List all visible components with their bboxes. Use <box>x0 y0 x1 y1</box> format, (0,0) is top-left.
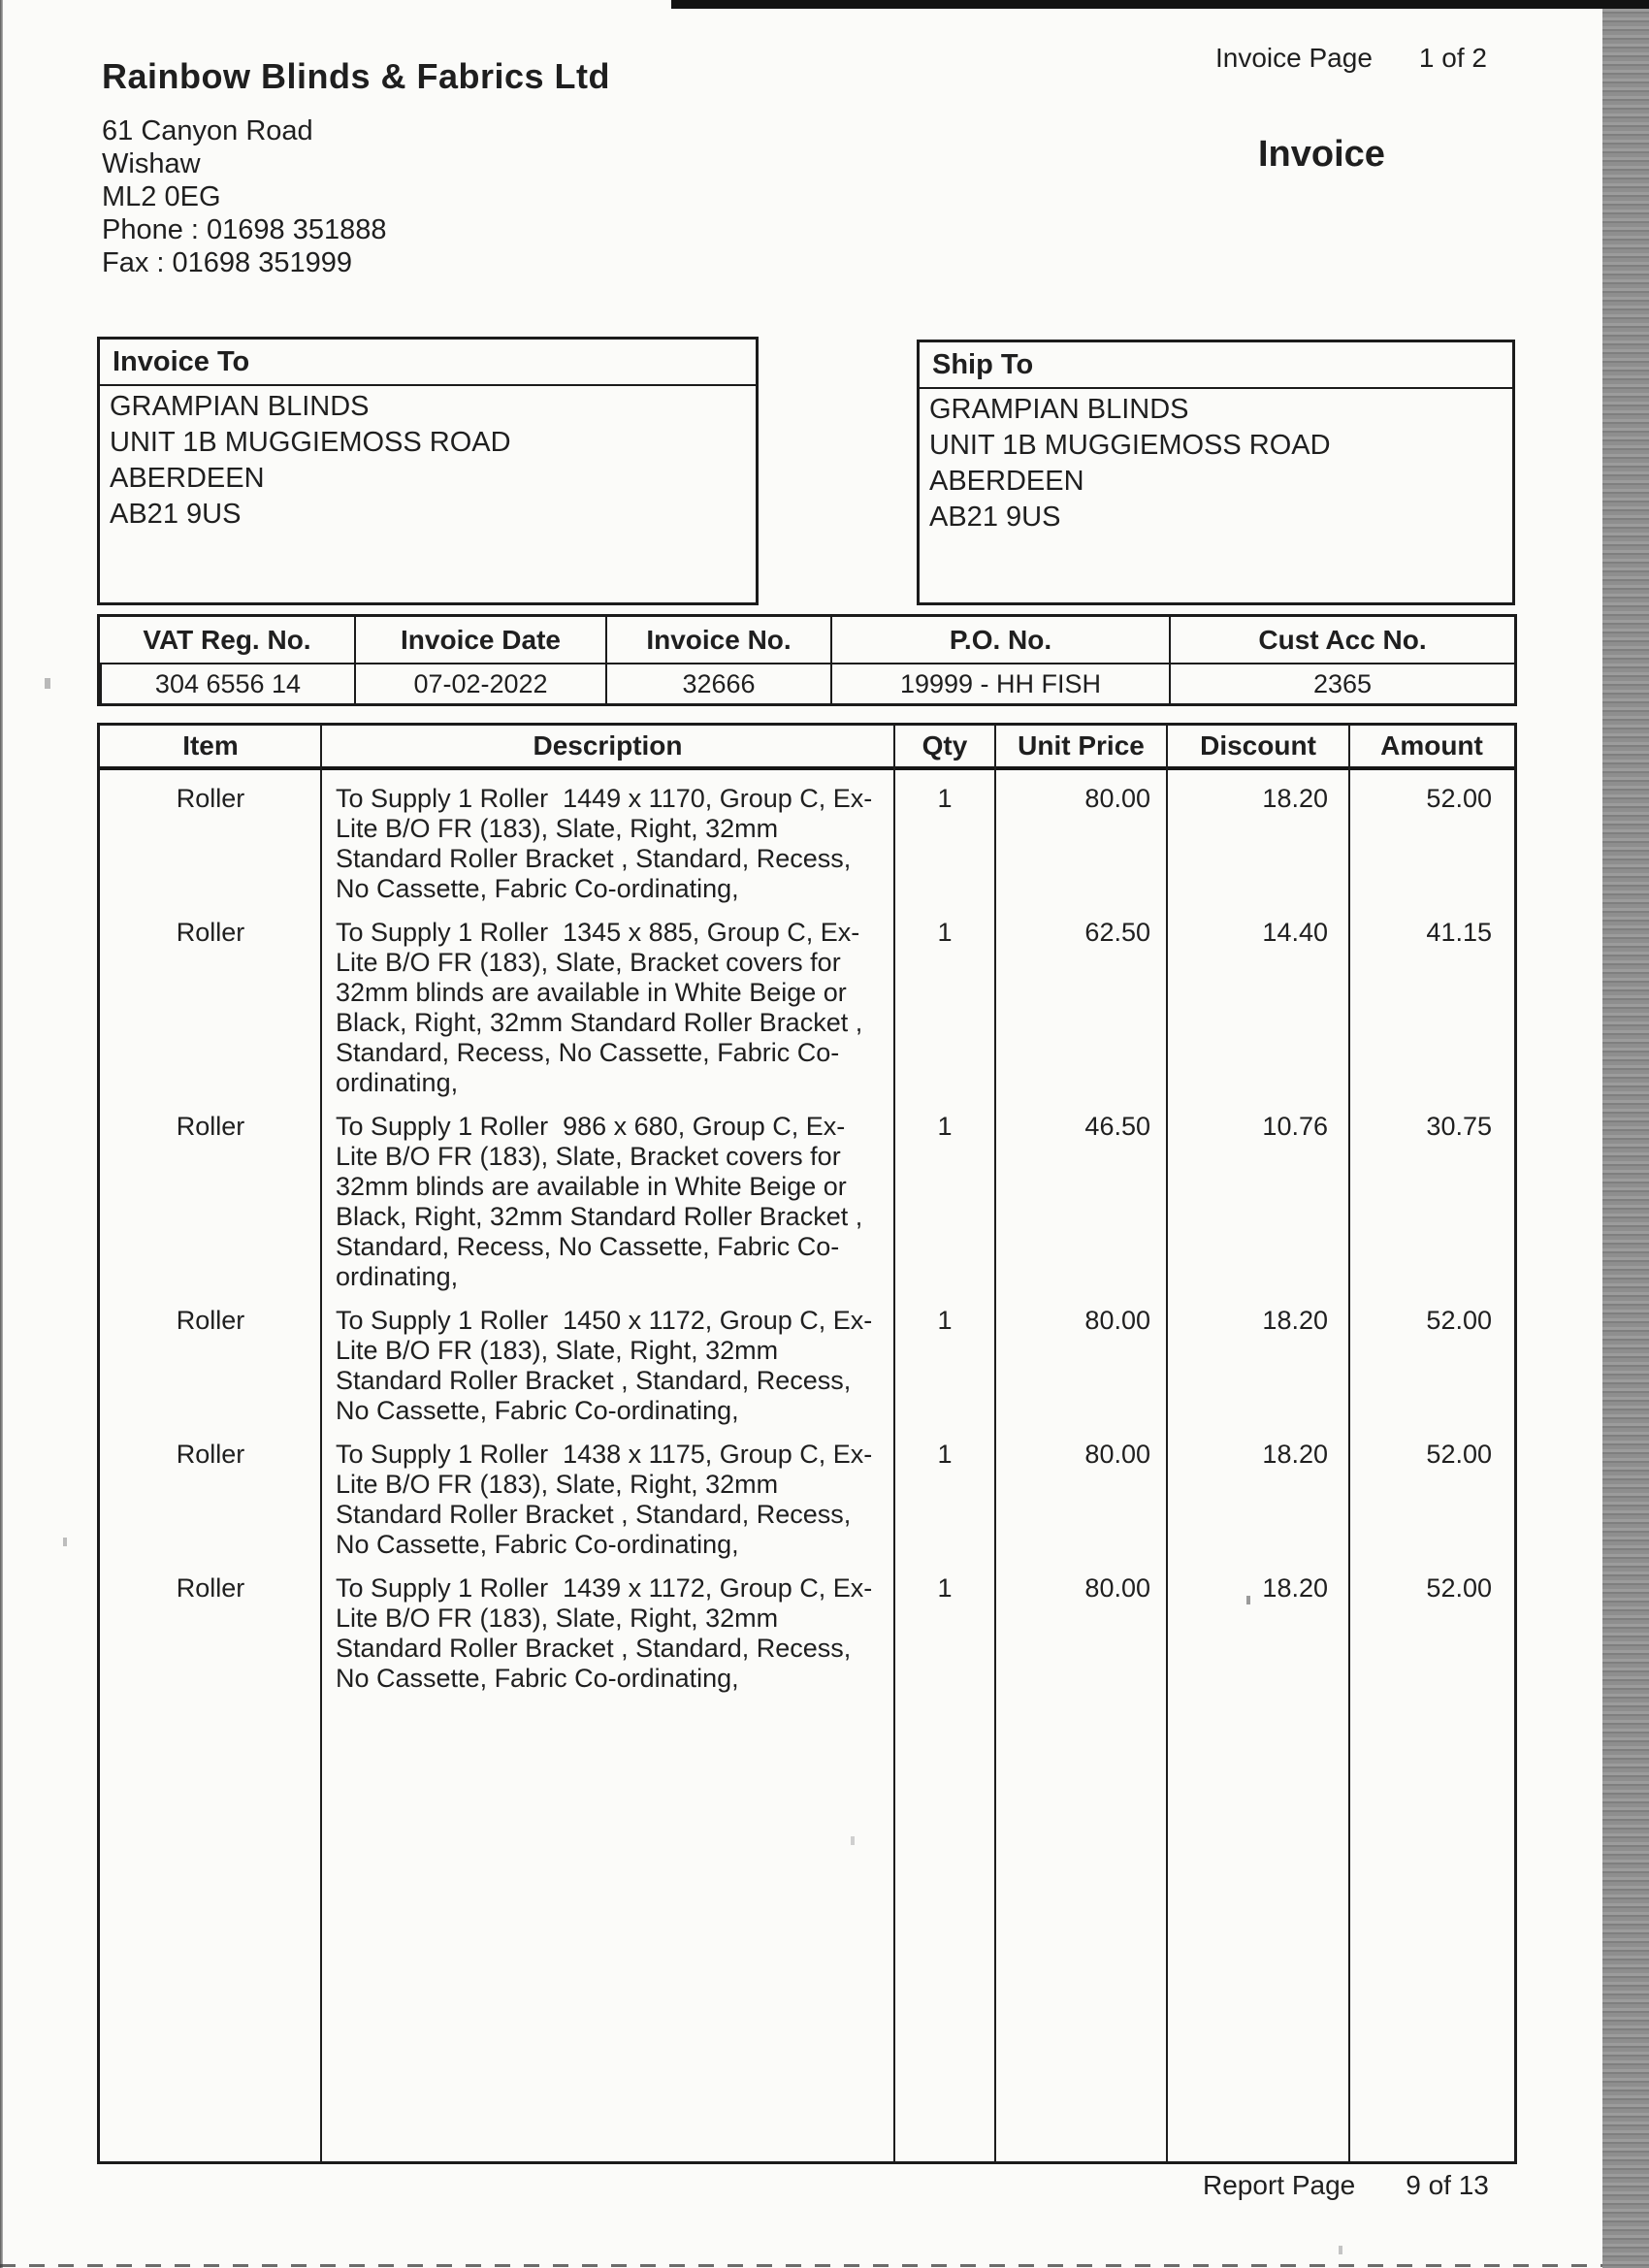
company-name: Rainbow Blinds & Fabrics Ltd <box>102 56 611 96</box>
ship-to-address <box>920 389 1512 538</box>
cell-unit-price: 80.00 <box>1084 784 1150 813</box>
cell-item: Roller <box>176 784 245 813</box>
cell-amount: 41.15 <box>1426 918 1492 947</box>
cell-unit-price: 80.00 <box>1084 1306 1150 1335</box>
cell-description: To Supply 1 Roller 986 x 680, Group C, Ex-Lite B/O FR (183), Slate, Bracket covers for 32mm blinds are available in White Beige or Black, Right, 32mm Standard Roller Bracket , Standard, Recess, No Cassette, Fabric Co-ordinating, <box>336 1112 870 1291</box>
invoice-to-address-line: AB21 9US <box>110 499 242 530</box>
meta-value-cell: 304 6556 14 <box>100 664 354 703</box>
cell-amount: 52.00 <box>1426 1573 1492 1603</box>
table-row <box>100 918 1514 1098</box>
meta-value-cell: 32666 <box>605 664 830 703</box>
meta-value-cell: 2365 <box>1169 664 1514 703</box>
invoice-page-ref <box>1215 43 1487 74</box>
cell-discount: 18.20 <box>1262 1306 1328 1335</box>
table-row <box>100 1440 1514 1560</box>
invoice-to-address <box>100 386 756 535</box>
cell-unit-price: 80.00 <box>1084 1573 1150 1603</box>
table-row <box>100 1306 1514 1426</box>
table-row <box>100 784 1514 904</box>
cell-discount: 18.20 <box>1262 1573 1328 1603</box>
meta-header-cell: Invoice No. <box>605 617 830 664</box>
line-items-header-cell: Item <box>182 730 239 761</box>
ship-to-label: Ship To <box>920 342 1512 389</box>
meta-header-cell: Invoice Date <box>354 617 605 664</box>
meta-header-cell: Cust Acc No. <box>1169 617 1514 664</box>
table-column-divider <box>994 726 996 2161</box>
invoice-to-box <box>97 337 759 605</box>
ship-to-address-line: ABERDEEN <box>929 466 1084 497</box>
company-address-line: Phone : 01698 351888 <box>102 214 387 245</box>
invoice-to-address-line: ABERDEEN <box>110 463 265 494</box>
company-address-line: ML2 0EG <box>102 181 221 212</box>
company-address-line: Fax : 01698 351999 <box>102 247 352 278</box>
scan-edge-top <box>671 0 1649 9</box>
invoice-meta-table <box>97 614 1517 706</box>
cell-qty: 1 <box>937 918 953 947</box>
cell-amount: 30.75 <box>1426 1112 1492 1141</box>
meta-header-cell: P.O. No. <box>830 617 1169 664</box>
scan-edge-left <box>0 0 3 2268</box>
cell-description: To Supply 1 Roller 1439 x 1172, Group C, Ex-Lite B/O FR (183), Slate, Right, 32mm Standard Roller Bracket , Standard, Recess, No Cassette, Fabric Co-ordinating, <box>336 1573 873 1693</box>
report-page-ref <box>1203 2170 1489 2201</box>
invoice-to-address-line: UNIT 1B MUGGIEMOSS ROAD <box>110 427 511 458</box>
cell-unit-price: 80.00 <box>1084 1440 1150 1469</box>
company-address-line: Wishaw <box>102 148 201 179</box>
table-row <box>100 1573 1514 1694</box>
cell-description: To Supply 1 Roller 1450 x 1172, Group C, Ex-Lite B/O FR (183), Slate, Right, 32mm Standard Roller Bracket , Standard, Recess, No Cassette, Fabric Co-ordinating, <box>336 1306 873 1425</box>
invoice-to-address-line: GRAMPIAN BLINDS <box>110 391 370 422</box>
cell-discount: 10.76 <box>1262 1112 1328 1141</box>
cell-item: Roller <box>176 1306 245 1335</box>
cell-amount: 52.00 <box>1426 1440 1492 1469</box>
line-items-header-cell: Unit Price <box>1018 730 1145 761</box>
cell-item: Roller <box>176 1440 245 1469</box>
company-address-line: 61 Canyon Road <box>102 115 313 146</box>
cell-amount: 52.00 <box>1426 784 1492 813</box>
meta-value-cell: 07-02-2022 <box>354 664 605 703</box>
line-items-header-cell: Qty <box>922 730 968 761</box>
line-items-header-cell: Description <box>533 730 683 761</box>
ship-to-address-line: GRAMPIAN BLINDS <box>929 394 1189 425</box>
scan-edge-right <box>1602 9 1649 2268</box>
ship-to-address-line: AB21 9US <box>929 502 1061 533</box>
invoice-page-label: Invoice Page <box>1215 43 1373 73</box>
report-page-label: Report Page <box>1203 2170 1356 2200</box>
cell-description: To Supply 1 Roller 1345 x 885, Group C, Ex-Lite B/O FR (183), Slate, Bracket covers for 32mm blinds are available in White Beige or Black, Right, 32mm Standard Roller Bracket , Standard, Recess, No Cassette, Fabric Co-ordinating, <box>336 918 870 1097</box>
cell-qty: 1 <box>937 1440 953 1469</box>
table-column-divider <box>893 726 895 2161</box>
line-items-header-row <box>100 726 1514 770</box>
company-address <box>102 114 610 279</box>
company-header <box>102 56 610 279</box>
cell-unit-price: 62.50 <box>1084 918 1150 947</box>
cell-qty: 1 <box>937 1573 953 1603</box>
line-items-header-cell: Discount <box>1200 730 1316 761</box>
cell-discount: 18.20 <box>1262 784 1328 813</box>
ship-to-address-line: UNIT 1B MUGGIEMOSS ROAD <box>929 430 1331 461</box>
cell-discount: 18.20 <box>1262 1440 1328 1469</box>
table-column-divider <box>320 726 322 2161</box>
report-page-value: 9 of 13 <box>1406 2170 1489 2200</box>
line-items-table <box>97 723 1517 2164</box>
ship-to-box <box>917 340 1515 605</box>
table-row <box>100 1112 1514 1292</box>
line-items-header-cell: Amount <box>1380 730 1483 761</box>
invoice-to-label: Invoice To <box>100 340 756 386</box>
cell-qty: 1 <box>937 1306 953 1335</box>
cell-discount: 14.40 <box>1262 918 1328 947</box>
cell-qty: 1 <box>937 784 953 813</box>
cell-item: Roller <box>176 1112 245 1141</box>
cell-description: To Supply 1 Roller 1449 x 1170, Group C, Ex-Lite B/O FR (183), Slate, Right, 32mm Standard Roller Bracket , Standard, Recess, No Cassette, Fabric Co-ordinating, <box>336 784 873 903</box>
document-title: Invoice <box>1258 134 1385 175</box>
meta-value-cell: 19999 - HH FISH <box>830 664 1169 703</box>
cell-item: Roller <box>176 1573 245 1603</box>
cell-item: Roller <box>176 918 245 947</box>
cell-qty: 1 <box>937 1112 953 1141</box>
cell-unit-price: 46.50 <box>1084 1112 1150 1141</box>
table-column-divider <box>1348 726 1350 2161</box>
scan-edge-bottom <box>0 2264 1602 2267</box>
cell-amount: 52.00 <box>1426 1306 1492 1335</box>
meta-header-cell: VAT Reg. No. <box>100 617 354 664</box>
table-column-divider <box>1166 726 1168 2161</box>
invoice-page-value: 1 of 2 <box>1418 43 1487 73</box>
cell-description: To Supply 1 Roller 1438 x 1175, Group C, Ex-Lite B/O FR (183), Slate, Right, 32mm Standard Roller Bracket , Standard, Recess, No Cassette, Fabric Co-ordinating, <box>336 1440 873 1559</box>
